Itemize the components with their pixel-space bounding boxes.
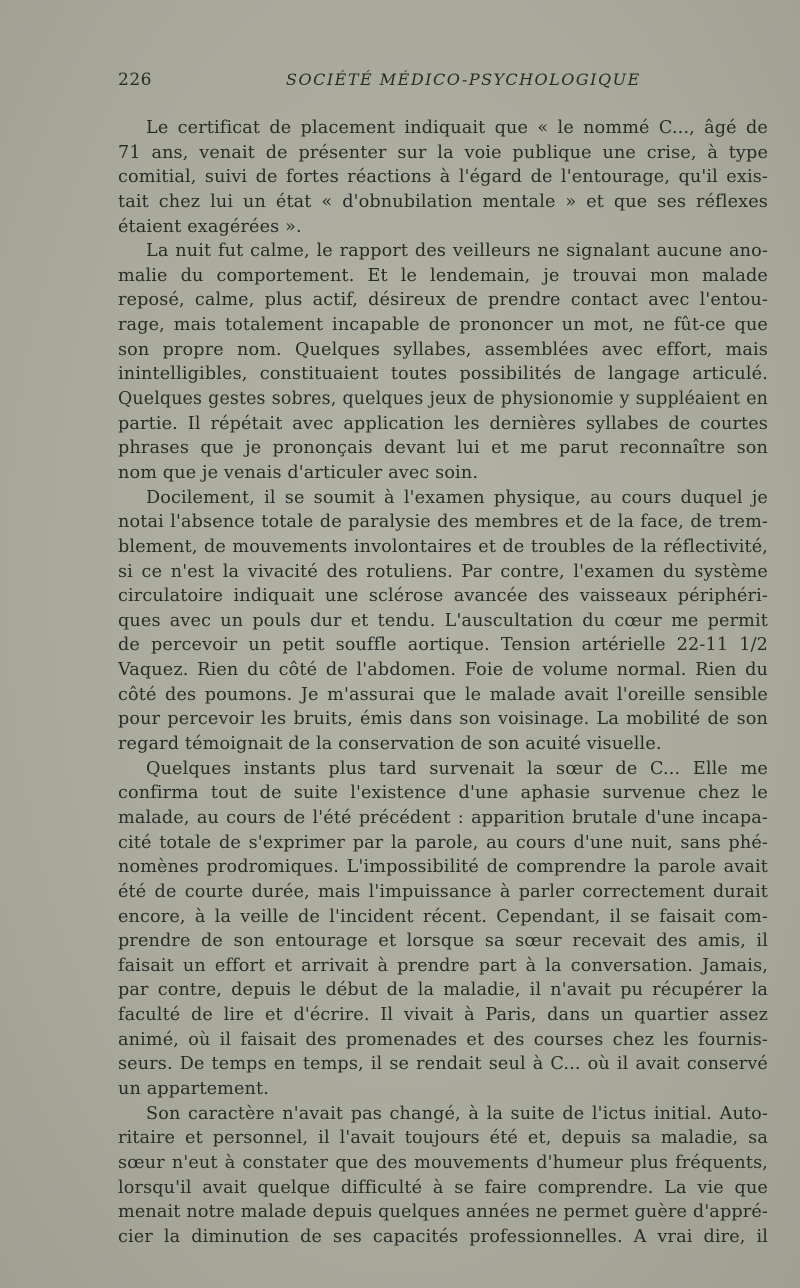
text-line: phrases que je prononçais devant lui et me parut reconnaître son [118,438,768,459]
page-number: 226 [118,70,152,90]
text-line: pour percevoir les bruits, émis dans son voisinage. La mobilité de son [118,709,768,730]
text-line: Quelques instants plus tard survenait la sœur de C... Elle me [146,758,768,779]
text-line: Son caractère n'avait pas changé, à la suite de l'ictus initial. Auto- [146,1103,768,1124]
text-line: ritaire et personnel, il l'avait toujours été et, depuis sa maladie, sa [118,1128,768,1149]
text-line: partie. Il répétait avec application les dernières syllabes de courtes [118,413,768,434]
text-line: un appartement. [118,1078,269,1099]
text-line: animé, où il faisait des promenades et des courses chez les fournis- [118,1029,768,1050]
text-line: sœur n'eut à constater que des mouvements d'humeur plus fréquents, [118,1152,768,1173]
text-line: seurs. De temps en temps, il se rendait seul à C... où il avait conservé [118,1054,768,1075]
text-line: si ce n'est la vivacité des rotuliens. Par contre, l'examen du système [118,561,768,582]
text-line: regard témoignait de la conservation de son acuité visuelle. [118,734,662,755]
text-line: encore, à la veille de l'incident récent. Cependant, il se faisait com- [118,906,768,927]
text-line: Vaquez. Rien du côté de l'abdomen. Foie de volume normal. Rien du [118,660,768,681]
text-line: étaient exagérées ». [118,216,302,237]
page-header [118,70,768,98]
text-line: La nuit fut calme, le rapport des veilleurs ne signalant aucune ano- [146,241,768,262]
text-line: malade, au cours de l'été précédent : apparition brutale d'une incapa- [118,807,768,828]
text-line: nom que je venais d'articuler avec soin. [118,462,479,483]
text-line: Le certificat de placement indiquait que « le nommé C..., âgé de [146,118,768,138]
text-line: confirma tout de suite l'existence d'une aphasie survenue chez le [118,783,768,804]
text-line: tait chez lui un état « d'obnubilation mentale » et que ses réflexes [118,191,768,212]
text-line: nomènes prodromiques. L'impossibilité de comprendre la parole avait [118,857,768,878]
text-line: son propre nom. Quelques syllabes, assemblées avec effort, mais [118,339,768,360]
text-line: malie du comportement. Et le lendemain, je trouvai mon malade [118,265,768,286]
text-line: comitial, suivi de fortes réactions à l'égard de l'entourage, qu'il exis- [118,167,768,188]
text-line: par contre, depuis le début de la maladie, il n'avait pu récupérer la [118,980,768,1001]
text-line: circulatoire indiquait une sclérose avancée des vaisseaux périphéri- [118,586,768,607]
text-line: cité totale de s'exprimer par la parole, au cours d'une nuit, sans phé- [118,832,768,853]
text-line: notai l'absence totale de paralysie des membres et de la face, de trem- [118,512,768,533]
text-line: reposé, calme, plus actif, désireux de prendre contact avec l'entou- [118,290,768,311]
text-line: Docilement, il se soumit à l'examen physique, au cours duquel je [146,487,768,508]
text-line: blement, de mouvements involontaires et de troubles de la réflectivité, [118,536,768,557]
text-line: de percevoir un petit souffle aortique. Tension artérielle 22-11 1/2 [118,635,768,656]
running-head: SOCIÉTÉ MÉDICO-PSYCHOLOGIQUE [286,70,641,89]
text-line: lorsqu'il avait quelque difficulté à se faire comprendre. La vie que [118,1177,768,1198]
text-line: inintelligibles, constituaient toutes possibilités de langage articulé. [118,364,768,385]
text-line: été de courte durée, mais l'impuissance à parler correctement durait [118,881,768,902]
text-line: faisait un effort et arrivait à prendre part à la conversation. Jamais, [118,955,768,976]
text-line: Quelques gestes sobres, quelques jeux de physionomie y suppléaient en [118,389,768,410]
text-line: faculté de lire et d'écrire. Il vivait à Paris, dans un quartier assez [118,1005,768,1026]
text-line: 71 ans, venait de présenter sur la voie publique une crise, à type [118,142,768,163]
text-line: ques avec un pouls dur et tendu. L'auscultation du cœur me permit [118,610,768,631]
text-line: rage, mais totalement incapable de prononcer un mot, ne fût-ce que [118,315,768,336]
text-line: menait notre malade depuis quelques années ne permet guère d'appré- [118,1202,768,1223]
text-line: prendre de son entourage et lorsque sa sœur recevait des amis, il [118,931,768,952]
text-line: cier la diminution de ses capacités professionnelles. A vrai dire, il [118,1226,768,1247]
body-text [118,116,768,1249]
text-line: côté des poumons. Je m'assurai que le malade avait l'oreille sensible [118,684,768,705]
